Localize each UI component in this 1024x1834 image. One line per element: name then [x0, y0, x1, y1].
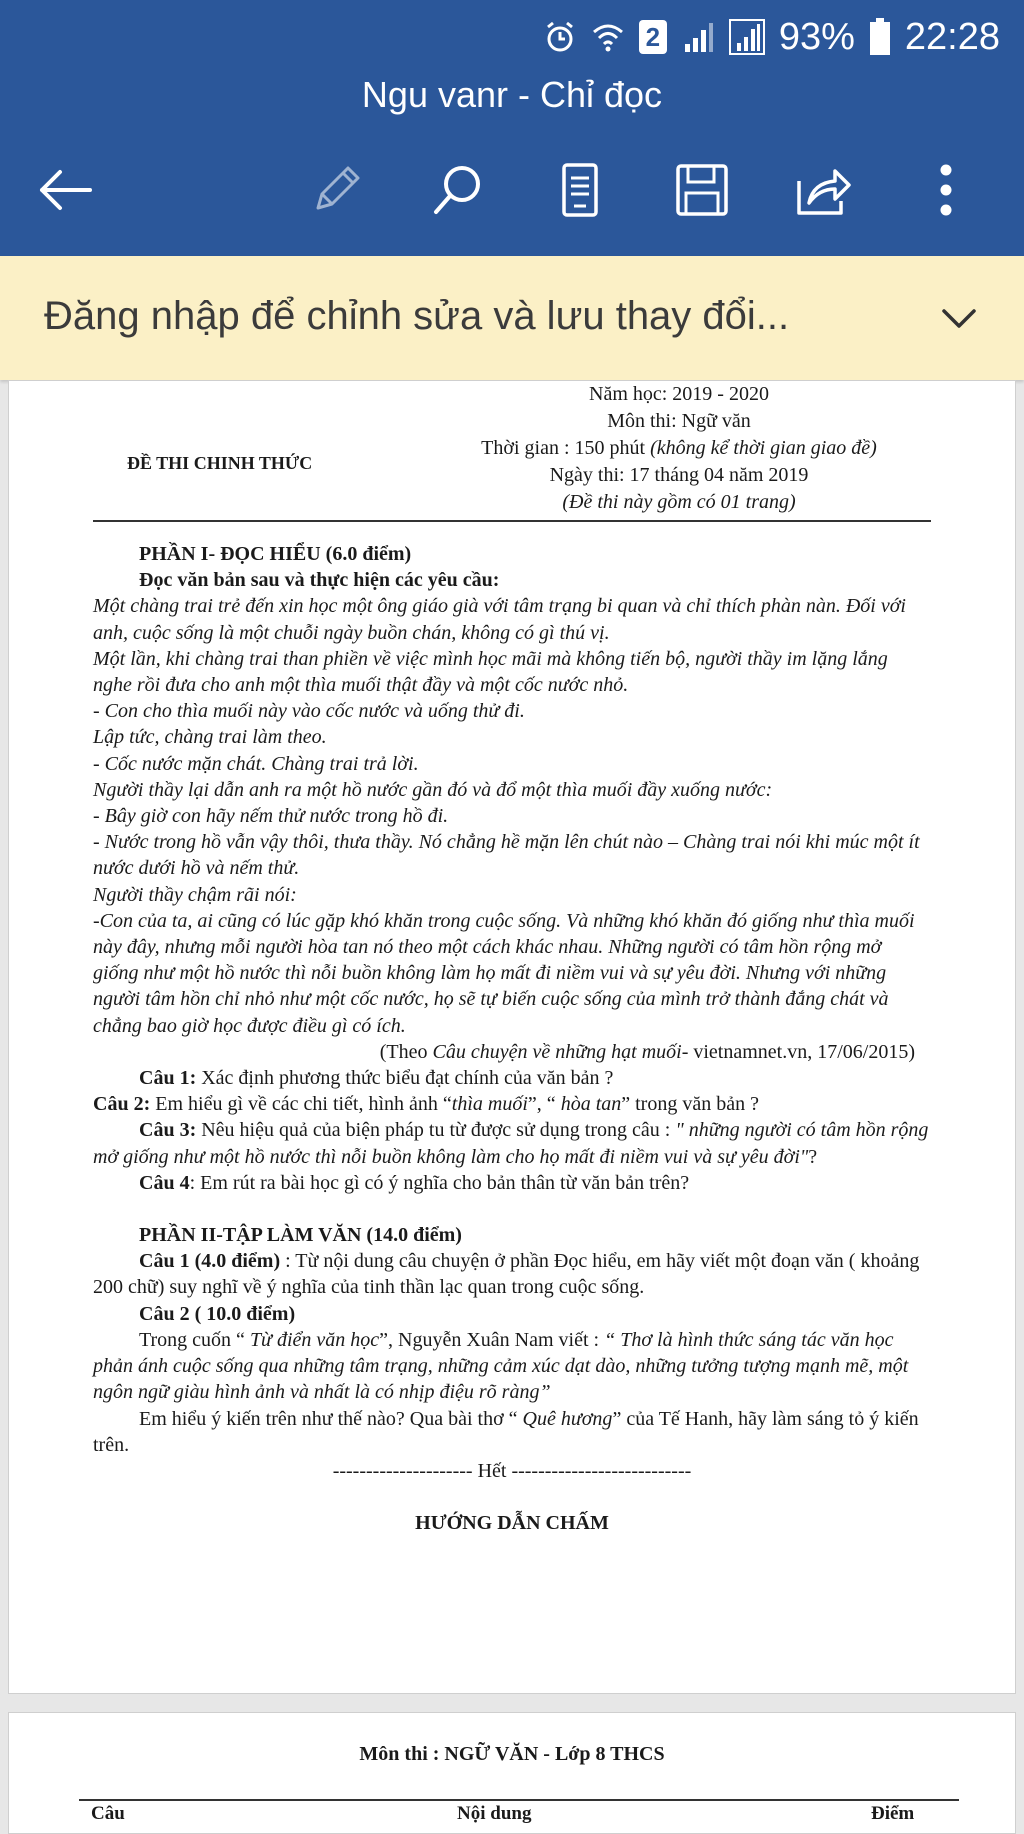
header-divider: [93, 520, 931, 522]
more-icon: [938, 162, 954, 223]
chevron-down-icon: [941, 308, 977, 335]
passage-line: - Cốc nước mặn chát. Chàng trai trả lời.: [93, 752, 419, 775]
part1-title: PHẦN I- ĐỌC HIỂU (6.0 điểm): [139, 543, 412, 565]
clock-time: 22:28: [904, 15, 1000, 58]
table-top-border: [79, 1799, 959, 1801]
part2-question-2-quote: Trong cuốn “ Từ điển văn học”, Nguyễn Xuân Nam viết : “ Thơ là hình thức sáng tác văn học phản ánh cuộc sống qua những tâm trạng, những cảm xúc dạt dào, những tưởng tượng mạnh mẽ, một ngôn ngữ giàu hình ảnh và nhất là có nhịp điệu rõ ràng”: [93, 1328, 909, 1404]
document-page-2[interactable]: [8, 1712, 1016, 1834]
part2-question-2-task: Em hiểu ý kiến trên như thế nào? Qua bài thơ “ Quê hương” của Tế Hanh, hãy làm sáng tỏ ý kiến trên.: [93, 1407, 919, 1456]
official-exam-label: ĐỀ THI CHINH THỨC: [127, 453, 313, 473]
more-options-button[interactable]: [912, 158, 980, 226]
grading-guide-title: HƯỚNG DẪN CHẤM: [415, 1512, 609, 1535]
wifi-icon: [591, 20, 625, 54]
passage-line: Lập tức, chàng trai làm theo.: [93, 726, 327, 749]
part2-title: PHẦN II-TẬP LÀM VĂN (14.0 điểm): [139, 1224, 462, 1247]
part2-question-2-title: Câu 2 ( 10.0 điểm): [139, 1302, 296, 1325]
sign-in-message: Đăng nhập để chỉnh sửa và lưu thay đổi...: [44, 294, 790, 338]
passage-source: (Theo Câu chuyện về những hạt muối- vietnamnet.vn, 17/06/2015): [379, 1040, 915, 1063]
battery-percent: 93%: [778, 15, 855, 58]
edit-button[interactable]: [302, 158, 370, 226]
table-header-question: Câu: [91, 1803, 125, 1824]
passage-line: Một chàng trai trẻ đến xin học một ông giáo già với tâm trạng bi quan và chỉ thích phàn nàn. Đối với anh, cuộc sống là một chuỗi ngày buồn chán, không có gì thú vị.: [93, 595, 906, 644]
search-button[interactable]: [424, 158, 492, 226]
passage-line: - Bây giờ con hãy nếm thử nước trong hồ đi.: [93, 805, 449, 828]
status-bar: [543, 14, 1000, 60]
signal-icon: [681, 20, 715, 54]
signal-2-icon: [729, 19, 765, 55]
save-button[interactable]: [668, 158, 736, 226]
passage-line: -Con của ta, ai cũng có lúc gặp khó khăn trong cuộc sống. Và những khó khăn đó giống như thìa muối này đây, nhưng mỗi người hòa tan nó theo một cách khác nhau. Những người có tâm hồn rộng mở giống như một hồ nước thì nỗi buồn không làm họ mất đi niềm vui và sự yêu đời. Nhưng với những người tâm hồn chỉ nhỏ như một cốc nước, họ sẽ tự biến cuộc sống của mình trở thành đắng chát và chẳng bao giờ học được điều gì có ích.: [93, 909, 915, 1037]
passage-line: - Nước trong hồ vẫn vậy thôi, thưa thầy. Nó chẳng hề mặn lên chút nào – Chàng trai nói khi múc một ít nước dưới hồ và nếm thử.: [93, 831, 920, 880]
sim-badge: 2: [639, 20, 667, 54]
end-marker: --------------------- Hết ---------------------------: [332, 1459, 692, 1482]
battery-icon: [869, 18, 891, 56]
exam-duration: Thời gian : 150 phút (không kể thời gian giao đề): [481, 437, 877, 459]
sign-in-banner[interactable]: [0, 256, 1024, 380]
question-2: Câu 2: Em hiểu gì về các chi tiết, hình ảnh “thìa muối”, “ hòa tan” trong văn bản ?: [93, 1093, 759, 1116]
passage-line: - Con cho thìa muối này vào cốc nước và uống thử đi.: [93, 700, 525, 723]
passage-line: Người thầy lại dẫn anh ra một hồ nước gần đó và đổ một thìa muối đầy xuống nước:: [93, 778, 773, 801]
back-button[interactable]: [30, 158, 98, 226]
document-page-1[interactable]: [8, 380, 1016, 1694]
page-count-note: (Đề thi này gồm có 01 trang): [562, 491, 796, 513]
alarm-icon: [543, 20, 577, 54]
share-button[interactable]: [790, 158, 858, 226]
share-icon: [795, 163, 853, 222]
document-title: Ngu vanr - Chỉ đọc: [361, 74, 663, 115]
exam-body: [93, 541, 931, 1536]
question-1: Câu 1: Xác định phương thức biểu đạt chính của văn bản ?: [139, 1067, 614, 1090]
table-header-score: Điểm: [871, 1803, 915, 1824]
app-bar: [0, 0, 1024, 256]
school-year: Năm học: 2019 - 2020: [589, 383, 769, 405]
table-header-content: Nội dung: [457, 1803, 532, 1824]
search-icon: [430, 162, 486, 223]
save-icon: [675, 163, 729, 222]
question-3: Câu 3: Nêu hiệu quả của biện pháp tu từ được sử dụng trong câu : " những người có tâm hồn rộng mở giống như một hồ nước thì nỗi buồn không làm cho họ mất đi niềm vui và sự yêu đời"?: [93, 1119, 929, 1168]
pencil-icon: [308, 162, 364, 223]
passage-line: Một lần, khi chàng trai than phiền về việc mình học mãi mà không tiến bộ, người thầy im lặng lắng nghe rồi đưa cho anh một thìa muối thật đầy và một cốc nước nhỏ.: [93, 647, 888, 697]
exam-subject: Môn thi: Ngữ văn: [607, 410, 751, 432]
reading-view-button[interactable]: [546, 158, 614, 226]
expand-banner-button[interactable]: [934, 296, 984, 346]
exam-header-info: [419, 381, 939, 516]
passage-line: Người thầy chậm rãi nói:: [93, 883, 297, 906]
exam-date: Ngày thi: 17 tháng 04 năm 2019: [549, 464, 809, 486]
part1-instruction: Đọc văn bản sau và thực hiện các yêu cầu:: [139, 569, 500, 592]
reading-view-icon: [558, 162, 602, 223]
back-arrow-icon: [36, 168, 92, 217]
question-4: Câu 4: Em rút ra bài học gì có ý nghĩa cho bản thân từ văn bản trên?: [139, 1171, 690, 1194]
grading-subject-line: Môn thi : NGỮ VĂN - Lớp 8 THCS: [359, 1743, 665, 1765]
toolbar: [0, 158, 1024, 226]
part2-question-1: Câu 1 (4.0 điểm) : Từ nội dung câu chuyện ở phần Đọc hiểu, em hãy viết một đoạn văn ( khoảng 200 chữ) suy nghĩ về ý nghĩa của tinh thần lạc quan trong cuộc sống.: [93, 1250, 920, 1299]
